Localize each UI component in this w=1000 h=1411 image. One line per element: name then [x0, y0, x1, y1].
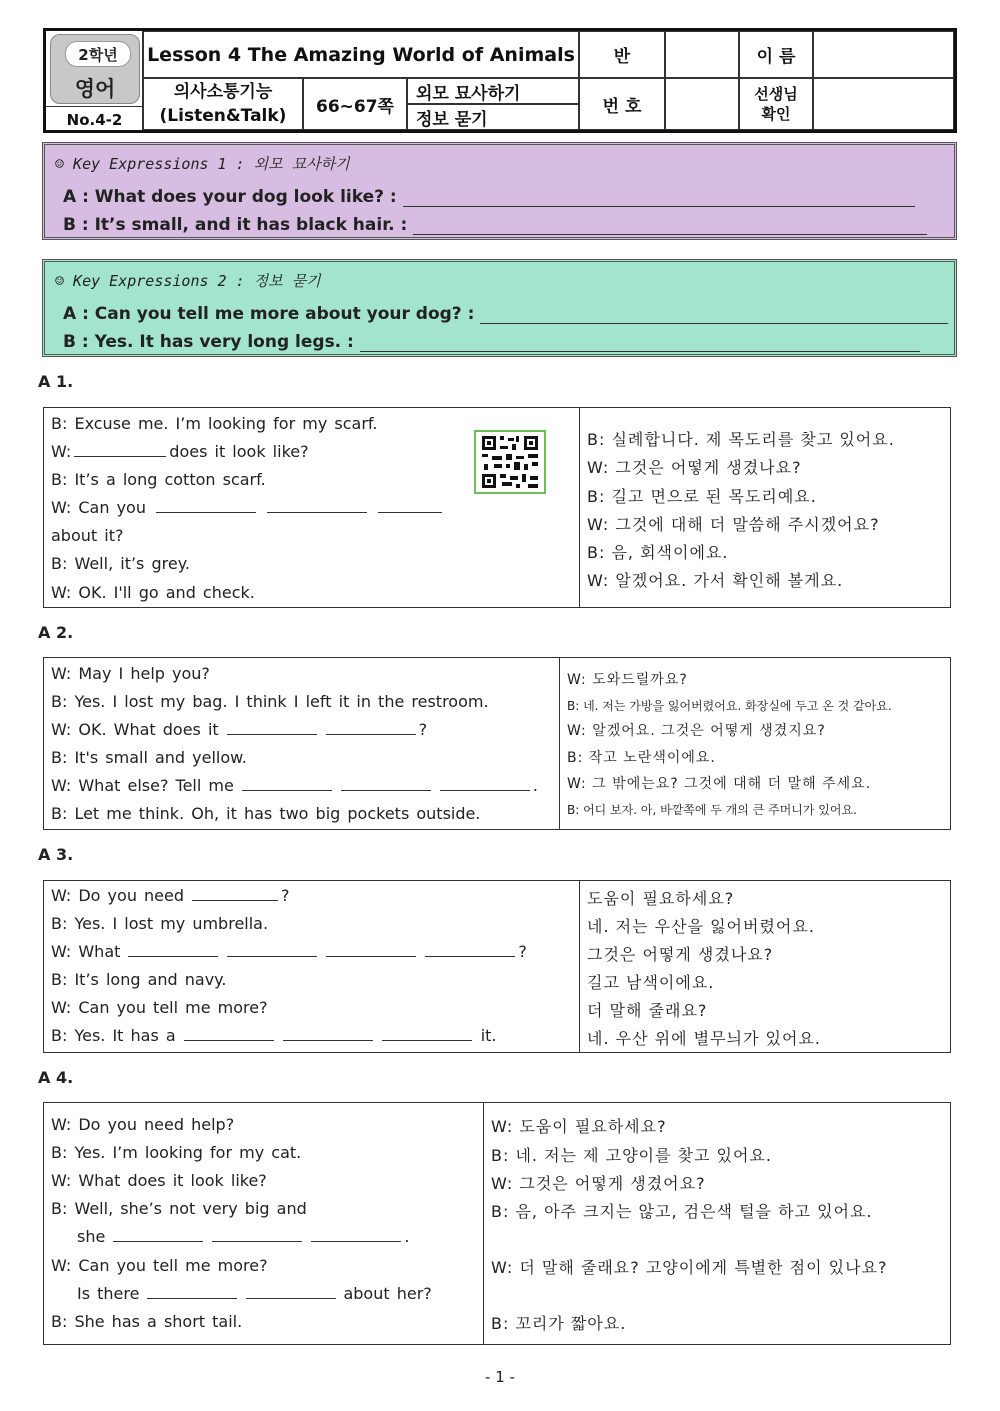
key2-line-a-text: A : Can you tell me more about your dog? : — [63, 304, 475, 324]
worksheet-number: No.4-2 — [46, 106, 143, 133]
answer-blank[interactable] — [113, 1227, 203, 1242]
a2-ko-line-2: B: 네. 저는 가방을 잃어버렸어요. 화장실에 두고 온 것 같아요. — [567, 699, 892, 713]
a2-en-line-2: B: Yes. I lost my bag. I think I left it in the restroom. — [51, 692, 489, 711]
a4-ko-line-4: B: 음, 아주 크지는 않고, 검은색 털을 하고 있어요. — [491, 1202, 873, 1221]
key1-line-a-text: A : What does your dog look like? : — [63, 187, 397, 207]
key1-line-a — [63, 187, 915, 207]
a2-en-line-5-a: W: What else? Tell me — [51, 776, 234, 795]
key1-line-b — [63, 215, 927, 235]
number-field[interactable] — [665, 78, 739, 130]
key-expressions-1 — [42, 142, 957, 240]
key-expressions-2 — [42, 259, 957, 357]
a3-en-line-6-a: B: Yes. It has a — [51, 1026, 176, 1045]
skill-label: 의사소통기능 — [173, 82, 273, 102]
a1-en-line-7: W: OK. I'll go and check. — [51, 583, 255, 602]
a3-en-line-3 — [51, 942, 527, 961]
a4-ko-line-6: B: 꼬리가 짧아요. — [491, 1314, 627, 1333]
a3-ko-line-5: 더 말해 줄래요? — [587, 1001, 708, 1020]
answer-blank[interactable] — [128, 942, 218, 957]
a1-en-line-4-a: W: Can you — [51, 498, 146, 517]
a1-en-line-6: B: Well, it’s grey. — [51, 554, 190, 573]
class-field[interactable] — [665, 31, 739, 78]
a3-ko-line-6: 네. 우산 위에 별무늬가 있어요. — [587, 1029, 821, 1048]
a2-en-line-5 — [51, 776, 538, 795]
a1-ko-line-3: B: 길고 면으로 된 목도리예요. — [587, 487, 817, 506]
a3-en-line-5: W: Can you tell me more? — [51, 998, 268, 1017]
name-label: 이 름 — [739, 31, 813, 78]
a4-en-line-5-b: . — [404, 1227, 410, 1246]
a3-en-line-6-b: it. — [480, 1026, 497, 1045]
answer-blank[interactable] — [326, 942, 416, 957]
a2-ko-line-4: B: 작고 노란색이에요. — [567, 750, 716, 766]
a1-en-line-2-b: does it look like? — [169, 442, 309, 461]
a4-en-line-4: B: Well, she’s not very big and — [51, 1199, 307, 1218]
divider — [579, 408, 580, 607]
qr-code-icon[interactable] — [474, 430, 546, 494]
number-label: 번 호 — [579, 78, 665, 130]
a3-ko-line-2: 네. 저는 우산을 잃어버렸어요. — [587, 917, 815, 936]
answer-blank[interactable] — [341, 776, 431, 791]
answer-blank[interactable] — [246, 1284, 336, 1299]
a3-ko-line-3: 그것은 어떻게 생겼나요? — [587, 945, 774, 964]
pages-label: 66~67쪽 — [303, 78, 407, 130]
teacher-label-line2: 확인 — [761, 105, 791, 123]
section-a3-label: A 3. — [38, 845, 74, 864]
a1-ko-line-2: W: 그것은 어떻게 생겼나요? — [587, 458, 802, 477]
teacher-label-line1: 선생님 — [754, 85, 798, 103]
a4-en-line-1: W: Do you need help? — [51, 1115, 235, 1134]
a3-en-line-2: B: Yes. I lost my umbrella. — [51, 914, 269, 933]
a3-en-line-3-a: W: What — [51, 942, 121, 961]
a1-ko-line-5: B: 음, 회색이에요. — [587, 543, 729, 562]
a1-en-line-1: B: Excuse me. I’m looking for my scarf. — [51, 414, 378, 433]
name-field[interactable] — [813, 31, 954, 78]
a3-en-line-1 — [51, 886, 290, 905]
answer-blank[interactable] — [378, 498, 442, 513]
a1-en-line-4 — [51, 498, 445, 517]
answer-blank[interactable] — [156, 498, 256, 513]
a4-en-line-2: B: Yes. I’m looking for my cat. — [51, 1143, 302, 1162]
divider — [483, 1103, 484, 1344]
topic-2: 정보 묻기 — [407, 104, 579, 130]
answer-blank[interactable] — [267, 498, 367, 513]
a4-en-line-5-a: she — [77, 1227, 106, 1246]
a1-en-line-2 — [51, 442, 309, 461]
divider — [579, 881, 580, 1052]
key2-line-a — [63, 304, 948, 324]
a2-en-line-3 — [51, 720, 427, 739]
a3-en-line-4: B: It’s long and navy. — [51, 970, 227, 989]
answer-blank[interactable] — [311, 1227, 401, 1242]
answer-blank[interactable] — [242, 776, 332, 791]
a2-ko-line-3: W: 알겠어요. 그것은 어떻게 생겼지요? — [567, 723, 826, 739]
key2-line-b-text: B : Yes. It has very long legs. : — [63, 332, 354, 352]
qr-code-graphic — [476, 432, 544, 492]
a4-en-line-7 — [77, 1284, 432, 1303]
a2-en-line-3-a: W: OK. What does it — [51, 720, 219, 739]
grade-label: 2학년 — [65, 41, 131, 67]
worksheet-header — [43, 28, 957, 133]
section-a4-box — [43, 1102, 951, 1345]
a1-en-line-2-a: W: — [51, 442, 72, 461]
a2-ko-line-1: W: 도와드릴까요? — [567, 672, 688, 688]
teacher-check-label — [739, 78, 813, 130]
key-expressions-1-title: ☺ Key Expressions 1 : 외모 묘사하기 — [55, 155, 350, 173]
answer-blank[interactable] — [425, 942, 515, 957]
a4-en-line-5 — [77, 1227, 409, 1246]
answer-blank[interactable] — [227, 720, 317, 735]
a2-ko-line-6: B: 어디 보자. 아, 바깥쪽에 두 개의 큰 주머니가 있어요. — [567, 803, 857, 817]
skill-cell — [143, 78, 303, 130]
key2-line-b-blank[interactable] — [360, 335, 920, 352]
a2-en-line-6: B: Let me think. Oh, it has two big pockets outside. — [51, 804, 481, 823]
a2-en-line-1: W: May I help you? — [51, 664, 210, 683]
a4-en-line-7-a: Is there — [77, 1284, 140, 1303]
key1-line-a-blank[interactable] — [403, 190, 915, 207]
key1-line-b-text: B : It’s small, and it has black hair. : — [63, 215, 408, 235]
answer-blank[interactable] — [212, 1227, 302, 1242]
answer-blank[interactable] — [326, 720, 416, 735]
lesson-title: Lesson 4 The Amazing World of Animals — [143, 31, 579, 78]
a4-en-line-8: B: She has a short tail. — [51, 1312, 243, 1331]
answer-blank[interactable] — [184, 1026, 274, 1041]
key-expressions-2-title: ☺ Key Expressions 2 : 정보 묻기 — [55, 272, 321, 290]
a3-ko-line-1: 도움이 필요하세요? — [587, 889, 735, 908]
a4-ko-line-2: B: 네. 저는 제 고양이를 찾고 있어요. — [491, 1146, 772, 1165]
a4-en-line-3: W: What does it look like? — [51, 1171, 267, 1190]
a3-en-line-3-b: ? — [518, 942, 527, 961]
page-number: - 1 - — [485, 1368, 515, 1386]
answer-blank[interactable] — [283, 1026, 373, 1041]
section-a2-label: A 2. — [38, 623, 74, 642]
key2-line-b — [63, 332, 920, 352]
a2-en-line-5-b: . — [532, 776, 538, 795]
a1-en-line-3: B: It’s a long cotton scarf. — [51, 470, 266, 489]
a1-ko-line-6: W: 알겠어요. 가서 확인해 볼게요. — [587, 571, 844, 590]
a4-en-line-7-b: about her? — [343, 1284, 432, 1303]
answer-blank[interactable] — [227, 942, 317, 957]
answer-blank[interactable] — [440, 776, 530, 791]
a2-ko-line-5: W: 그 밖에는요? 그것에 대해 더 말해 주세요. — [567, 776, 872, 792]
key1-line-b-blank[interactable] — [413, 218, 927, 235]
a4-en-line-6: W: Can you tell me more? — [51, 1256, 268, 1275]
answer-blank[interactable] — [192, 886, 278, 901]
a2-en-line-4: B: It's small and yellow. — [51, 748, 247, 767]
a3-en-line-6 — [51, 1026, 497, 1045]
section-a4-label: A 4. — [38, 1068, 74, 1087]
a3-en-line-1-a: W: Do you need — [51, 886, 185, 905]
a1-ko-line-1: B: 실례합니다. 제 목도리를 찾고 있어요. — [587, 430, 895, 449]
a1-ko-line-4: W: 그것에 대해 더 말씀해 주시겠어요? — [587, 515, 880, 534]
teacher-check-field[interactable] — [813, 78, 954, 130]
a2-en-line-3-b: ? — [418, 720, 428, 739]
a1-en-line-5: about it? — [51, 526, 124, 545]
subject-label: 영어 — [74, 77, 116, 101]
skill-sub-label: (Listen&Talk) — [159, 106, 287, 126]
answer-blank[interactable] — [74, 442, 166, 457]
topic-1: 외모 묘사하기 — [407, 78, 579, 104]
a4-ko-line-3: W: 그것은 어떻게 생겼어요? — [491, 1174, 706, 1193]
class-label: 반 — [579, 31, 665, 78]
a3-en-line-1-b: ? — [281, 886, 290, 905]
a4-ko-line-1: W: 도움이 필요하세요? — [491, 1117, 667, 1136]
section-a1-label: A 1. — [38, 372, 74, 391]
divider — [559, 658, 560, 829]
a4-ko-line-5: W: 더 말해 줄래요? 고양이에게 특별한 점이 있나요? — [491, 1258, 888, 1277]
grade-subject-badge — [50, 34, 140, 104]
answer-blank[interactable] — [382, 1026, 472, 1041]
a3-ko-line-4: 길고 남색이에요. — [587, 973, 715, 992]
answer-blank[interactable] — [147, 1284, 237, 1299]
key2-line-a-blank[interactable] — [480, 307, 948, 324]
